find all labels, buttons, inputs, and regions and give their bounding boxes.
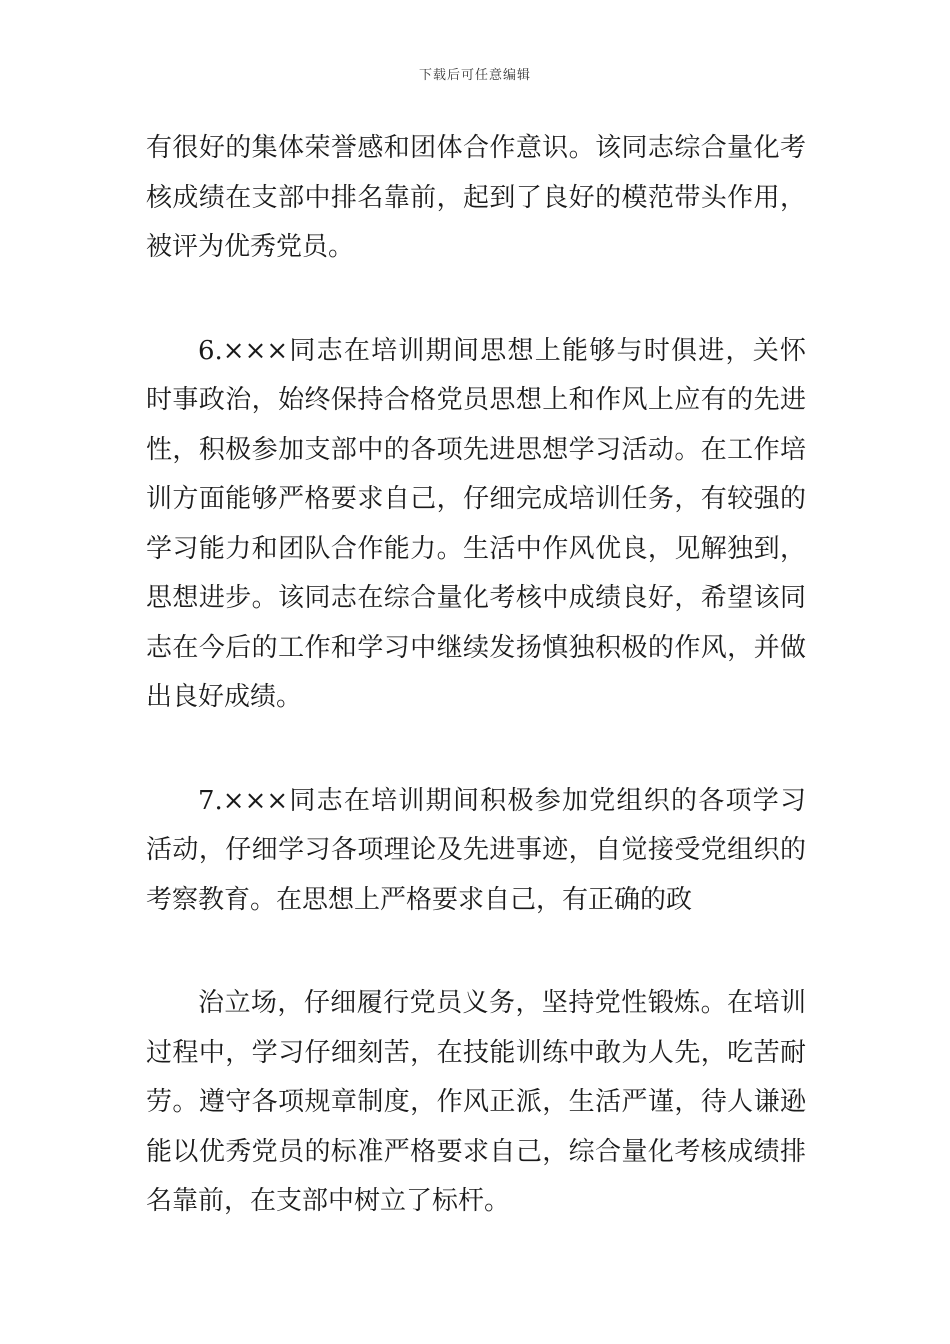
page-header: 下载后可任意编辑 [418,68,531,83]
paragraph-continuation: 有很好的集体荣誉感和团体合作意识。该同志综合量化考核成绩在支部中排名靠前，起到了良好的模范带头作用，被评为优秀党员。 [146,133,806,262]
document-body [146,124,806,1227]
paragraph-item-7: 7.×××同志在培训期间积极参加党组织的各项学习活动，仔细学习各项理论及先进事迹，自觉接受党组织的考察教育。在思想上严格要求自己，有正确的政 [146,785,806,915]
paragraph-item-6: 6.×××同志在培训期间思想上能够与时俱进，关怀时事政治，始终保持合格党员思想上和作风上应有的先进性，积极参加支部中的各项先进思想学习活动。在工作培训方面能够严格要求自己，仔细完成培训任务，有较强的学习能力和团队合作能力。生活中作风优良，见解独到，思想进步。该同志在综合量化考核中成绩良好，希望该同志在今后的工作和学习中继续发扬慎独积极的作风，并做出良好成绩。 [146,335,806,712]
paragraph-item-7-continued: 治立场，仔细履行党员义务，坚持党性锻炼。在培训过程中，学习仔细刻苦，在技能训练中敢为人先，吃苦耐劳。遵守各项规章制度，作风正派，生活严谨，待人谦逊能以优秀党员的标准严格要求自己，综合量化考核成绩排名靠前，在支部中树立了标杆。 [146,988,806,1216]
